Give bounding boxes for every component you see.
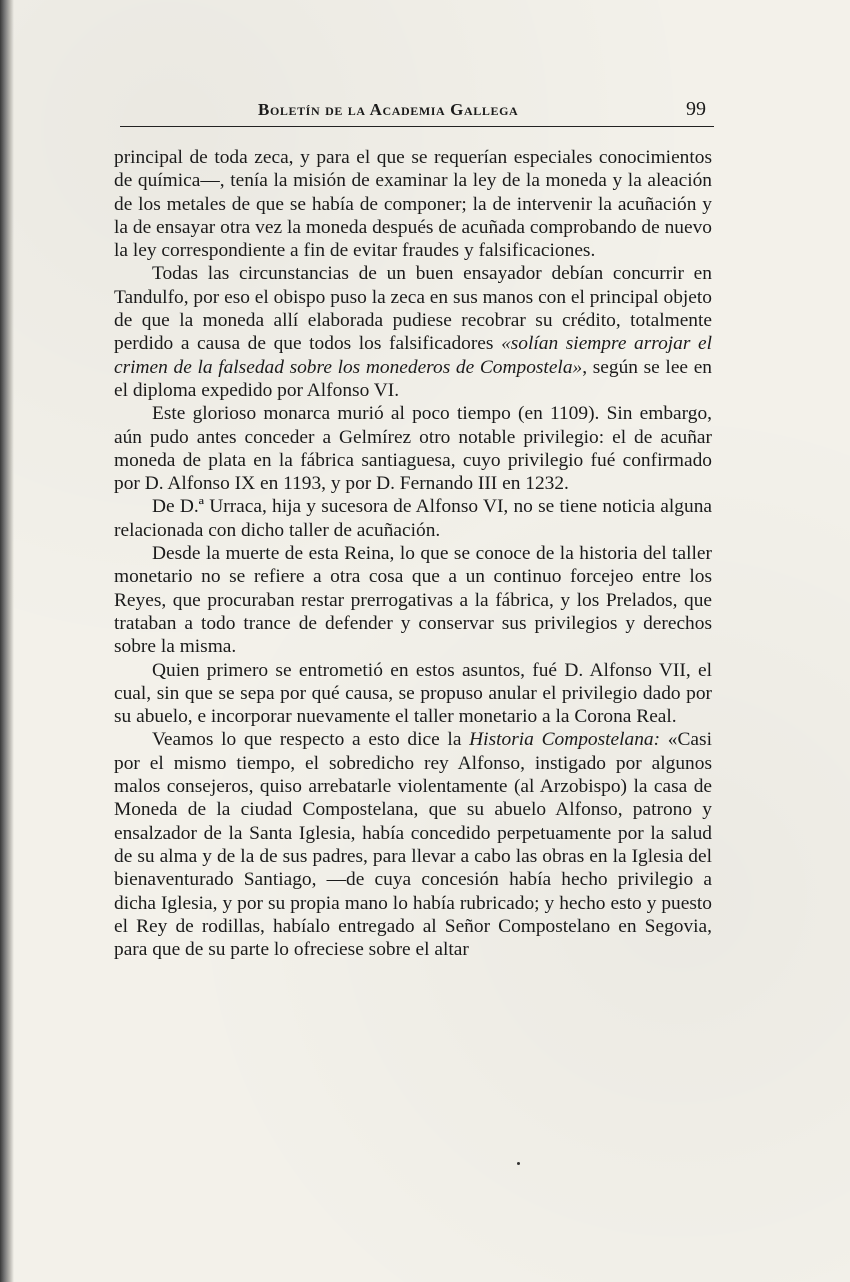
header-rule bbox=[120, 126, 714, 127]
quote-monederos: «solían siempre arrojar el crimen de la falsedad sobre los monederos de Compostela» bbox=[114, 333, 713, 378]
running-title: Boletín de la Academia Gallega bbox=[258, 100, 519, 119]
page-header bbox=[120, 96, 712, 126]
book-binding-edge bbox=[0, 0, 14, 1282]
body-text bbox=[114, 146, 712, 961]
paragraph-4: De D.ª Urraca, hija y sucesora de Alfonso VI, no se tiene noticia alguna relacionada con dicho taller de acuñación. bbox=[114, 496, 712, 541]
ink-speck bbox=[517, 1162, 520, 1165]
paragraph-1: principal de toda zeca, y para el que se requerían especiales conocimientos de química—, tenía la misión de examinar la ley de la moneda y la aleación de los metales de que se había de componer; la de intervenir la acuñación y la de ensayar otra vez la moneda después de acuñada comprobando de nuevo la ley correspondiente a fin de evitar fraudes y falsificaciones. bbox=[114, 147, 712, 262]
paragraph-5: Desde la muerte de esta Reina, lo que se conoce de la historia del taller monetario no se refiere a otra cosa que a un continuo forcejeo entre los Reyes, que procuraban restar prerrogativas a la fábrica, y los Prelados, que trataban a todo trance de defender y conservar sus privilegios y derechos sobre la misma. bbox=[114, 543, 712, 658]
paragraph-7: Veamos lo que respecto a esto dice la Historia Compostelana: «Casi por el mismo tiempo, el sobredicho rey Alfonso, instigado por algunos malos consejeros, quiso arrebatarle violentamente (al Arzobispo) la casa de Moneda de la ciudad Compostelana, que su abuelo Alfonso, patrono y ensalzador de la Santa Iglesia, había concedido perpetuamente por la salud de su alma y de la de sus padres, para llevar a cabo las obras en la Iglesia del bienaventurado Santiago, —de cuya concesión había hecho privilegio a dicha Iglesia, y por su propia mano lo había rubricado; y hecho esto y puesto el Rey de rodillas, habíalo entregado al Señor Compostelano en Segovia, para que de su parte lo ofreciese sobre el altar bbox=[114, 729, 712, 961]
paragraph-3: Este glorioso monarca murió al poco tiempo (en 1109). Sin embargo, aún pudo antes conceder a Gelmírez otro notable privilegio: el de acuñar moneda de plata en la fábrica santiaguesa, cuyo privilegio fué confirmado por D. Alfonso IX en 1193, y por D. Fernando III en 1232. bbox=[114, 403, 712, 495]
page-number: 99 bbox=[686, 98, 706, 120]
historia-compostelana-title: Historia Compostelana: bbox=[469, 729, 661, 751]
paragraph-6: Quien primero se entrometió en estos asuntos, fué D. Alfonso VII, el cual, sin que se sepa por qué causa, se propuso anular el privilegio dado por su abuelo, e incorporar nuevamente el taller monetario a la Corona Real. bbox=[114, 659, 712, 728]
paragraph-2: Todas las circunstancias de un buen ensayador debían concurrir en Tandulfo, por eso el obispo puso la zeca en sus manos con el principal objeto de que la moneda allí elaborada pudiese recobrar su crédito, totalmente perdido a causa de que todos los falsificadores «solían siempre arrojar el crimen de la falsedad sobre los monederos de Compostela», según se lee en el diploma expedido por Alfonso VI. bbox=[114, 263, 713, 401]
